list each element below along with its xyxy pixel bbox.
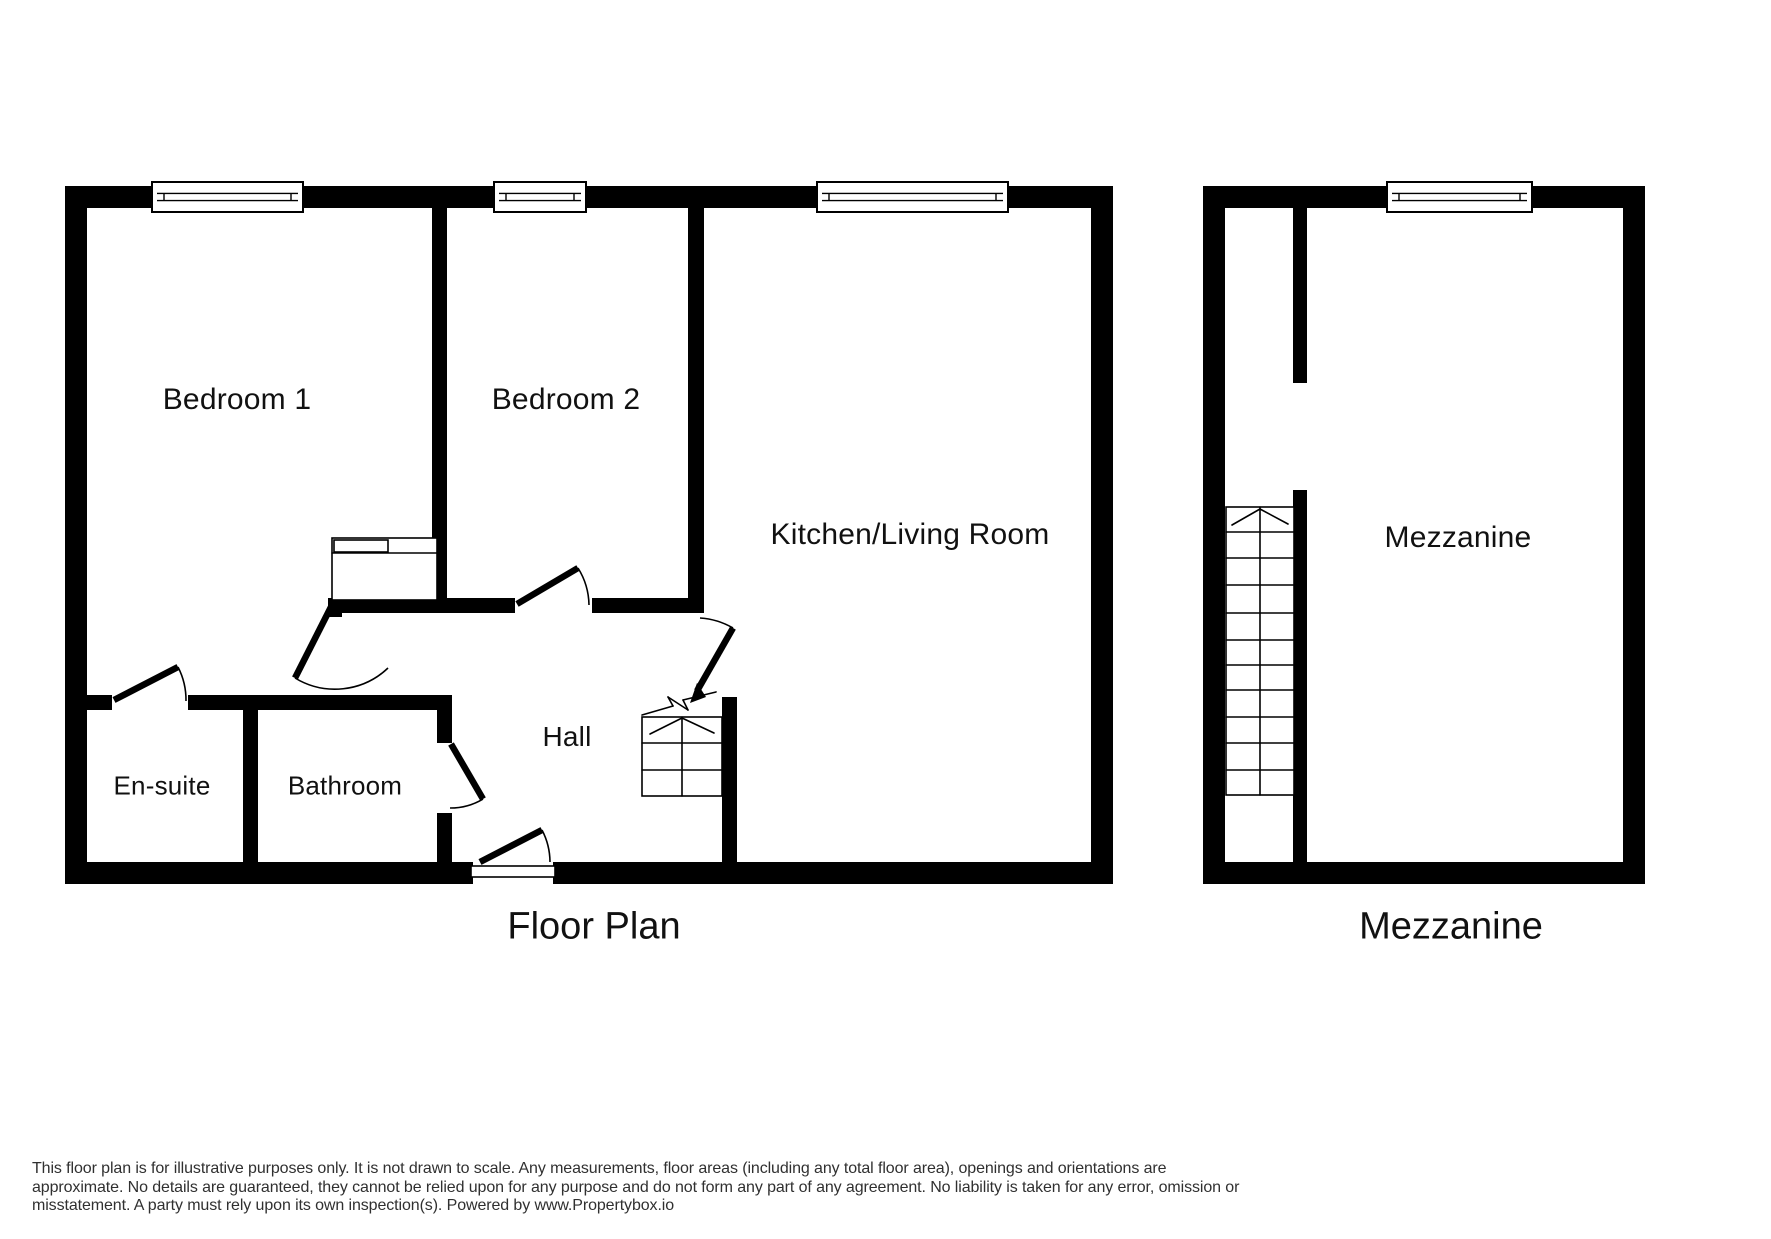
caption-mezzanine: Mezzanine xyxy=(1359,905,1543,948)
room-label-bedroom2: Bedroom 2 xyxy=(491,383,641,416)
disclaimer-line-3: misstatement. A party must rely upon its own inspection(s). Powered by www.Propertybox.io xyxy=(32,1197,675,1214)
room-label-mezzanine: Mezzanine xyxy=(1384,521,1532,554)
caption-floor-plan: Floor Plan xyxy=(507,905,681,948)
room-label-bathroom: Bathroom xyxy=(287,770,403,801)
room-label-bedroom1: Bedroom 1 xyxy=(162,383,312,416)
room-label-kitchen-living-room: Kitchen/Living Room xyxy=(770,518,1050,551)
disclaimer-text xyxy=(32,1160,1552,1216)
disclaimer-line-1: This floor plan is for illustrative purposes only. It is not drawn to scale. Any measurements, floor areas (including any total floor area), openings and orientations are xyxy=(32,1160,1167,1177)
room-label-ensuite: En-suite xyxy=(113,770,211,801)
room-label-hall: Hall xyxy=(542,721,592,752)
disclaimer-line-2: approximate. No details are guaranteed, they cannot be relied upon for any purpose and do not form any part of any agreement. No liability is taken for any error, omission or xyxy=(32,1178,1240,1196)
